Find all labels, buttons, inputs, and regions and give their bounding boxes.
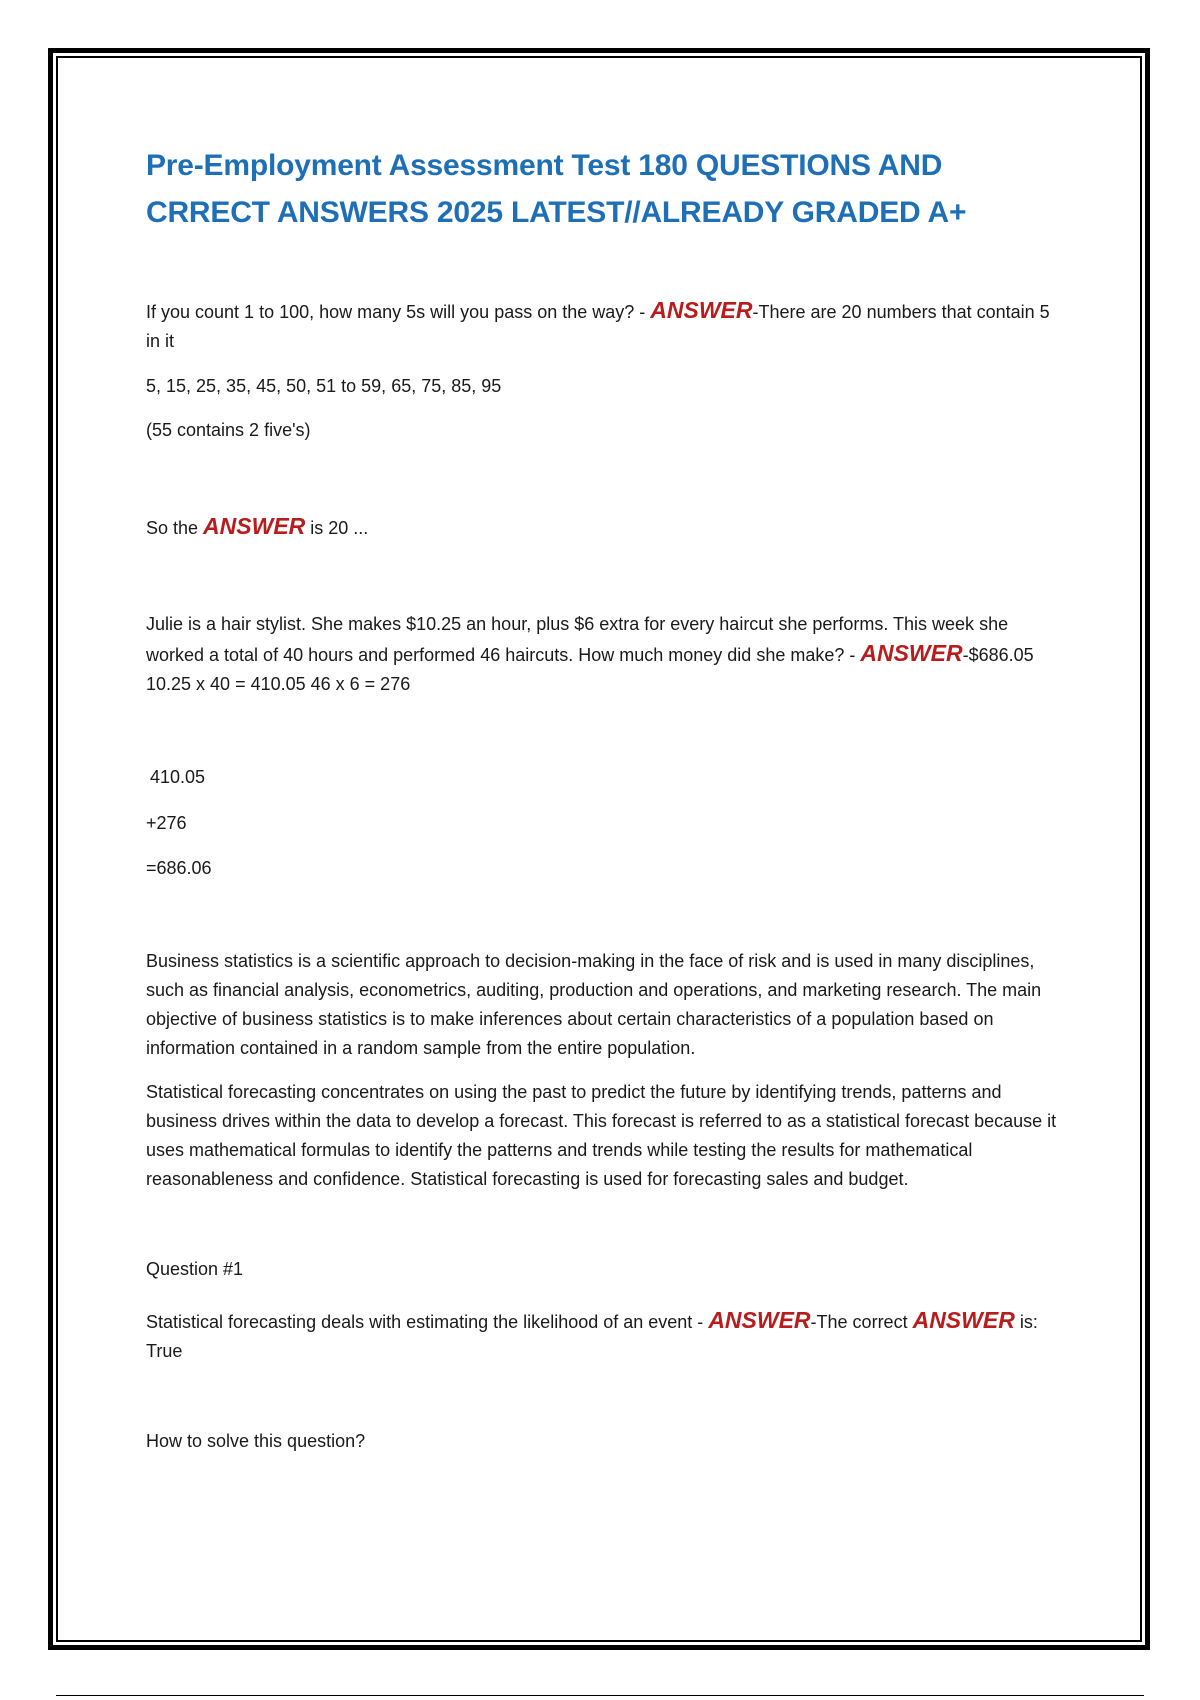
how-to-solve-line: How to solve this question? [146,1431,366,1451]
forecasting-paragraph: Statistical forecasting concentrates on using the past to predict the future by identifying trends, patterns and business drives within the data to develop a forecast. This forecast is referred to as a statistical forecast because it uses mathematical formulas to identify the patterns and trends while testing the results for mathematical reasonableness and confidence. Statistical forecasting is used for forecasting sales and budget. [146,1082,1057,1189]
question-2-paragraph [146,610,1066,699]
so-answer-suffix: is 20 ... [305,518,369,538]
question-3-answer-tail: is: True [146,1312,1038,1361]
answer-label: ANSWER [650,297,753,323]
numbers-list-line: 5, 15, 25, 35, 45, 50, 51 to 59, 65, 75, 85, 95 [146,376,502,396]
question-1-paragraph [146,296,1066,356]
business-statistics-paragraph: Business statistics is a scientific approach to decision-making in the face of risk and is used in many disciplines, such as financial analysis, econometrics, auditing, production and operations, and marketing research. The main objective of business statistics is to make inferences about certain characteristics of a population based on information contained in a random sample from the entire population. [146,951,1042,1058]
page-bottom-rule [56,1695,1144,1696]
answer-label: ANSWER [708,1307,811,1333]
question-3-text: Statistical forecasting deals with estimating the likelihood of an event - [146,1312,709,1332]
note-line: (55 contains 2 five's) [146,420,311,440]
answer-label: ANSWER [860,640,963,666]
calc-line-2: +276 [146,813,187,833]
so-answer-prefix: So the [146,518,204,538]
calc-line-3: =686.06 [146,858,212,878]
document-body [146,142,1066,1456]
question-label: Question #1 [146,1259,244,1279]
calc-line-1: 410.05 [150,767,206,787]
question-1-answer: -There are 20 numbers that contain 5 in it [146,302,1050,351]
question-3-paragraph [146,1306,1066,1366]
question-3-answer: -The correct [810,1312,913,1332]
document-title: Pre-Employment Assessment Test 180 QUESTIONS AND CRRECT ANSWERS 2025 LATEST//ALREADY GRADED A+ [146,149,967,229]
question-2-text: Julie is a hair stylist. She makes $10.25 an hour, plus $6 extra for every haircut she performs. This week she worked a total of 40 hours and performed 46 haircuts. How much money did she make? - [146,614,1009,665]
so-answer-line [146,512,1066,543]
question-2-answer: -$686.05 10.25 x 40 = 410.05 46 x 6 = 276 [146,645,1034,694]
answer-label: ANSWER [912,1307,1015,1333]
question-1-text: If you count 1 to 100, how many 5s will you pass on the way? - [146,302,651,322]
answer-label: ANSWER [203,513,306,539]
